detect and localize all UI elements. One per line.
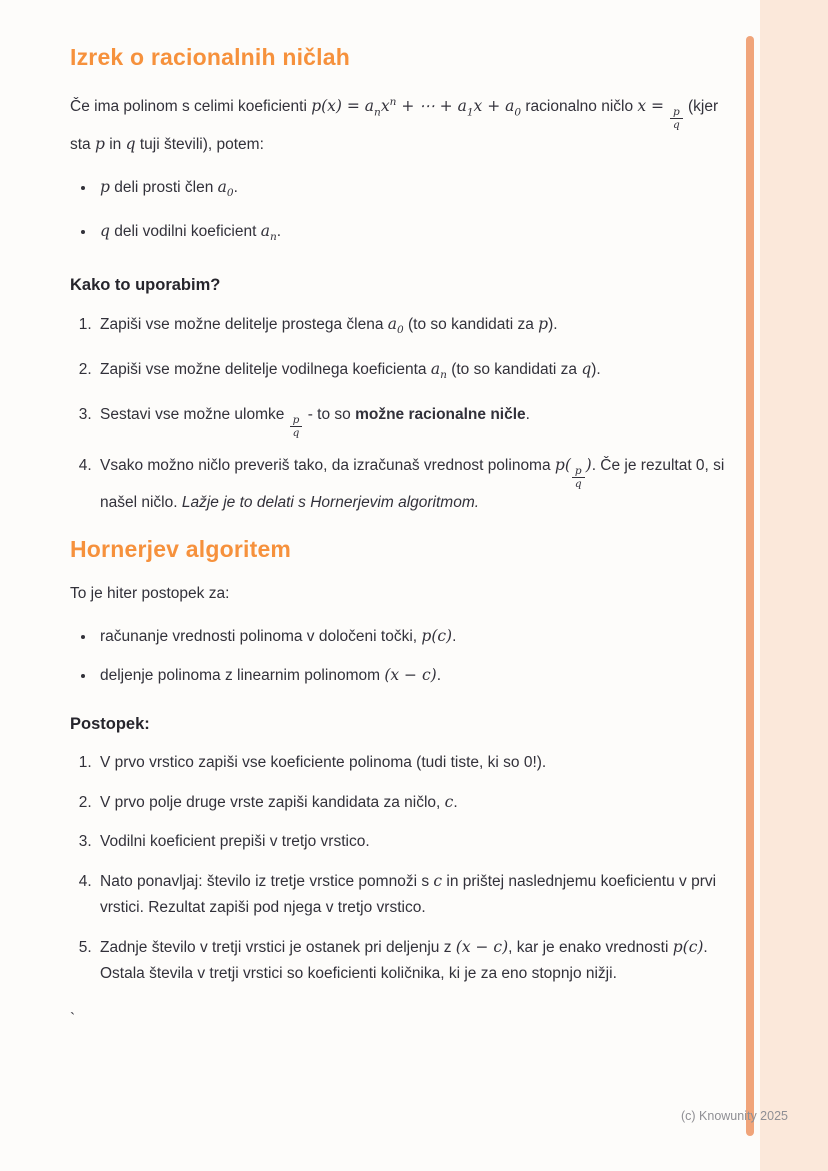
math-subscript: 0	[397, 324, 404, 337]
section-heading: Hornerjev algoritem	[70, 535, 292, 562]
text-run: . Če je rezultat 0, si našel ničlo.	[100, 456, 725, 511]
list-item	[96, 662, 732, 689]
math-fraction: $\frac{p}{q}$	[572, 466, 585, 490]
text-run: in	[104, 136, 126, 154]
text-run: V prvo polje druge vrste zapiši kandidata za ničlo,	[100, 793, 445, 811]
math-subscript: 0	[514, 106, 522, 119]
list-item	[96, 174, 732, 206]
text-run: .	[453, 793, 458, 811]
text-run: in prištej naslednjemu koeficientu v prvi vrstici. Rezultat zapiši pod njega v tretjo vrstico.	[100, 872, 717, 916]
list-item	[96, 311, 732, 343]
math-run: x =	[637, 97, 669, 116]
list-item	[96, 452, 732, 516]
math-run: c	[433, 871, 443, 890]
text-run: .	[452, 627, 457, 645]
text-run: (to so kandidati za	[403, 316, 539, 334]
math-run: a	[430, 360, 441, 379]
math-run: (x − c)	[384, 665, 437, 684]
math-subscript: n	[374, 106, 381, 119]
text-run: To je hiter postopek za:	[70, 584, 230, 602]
page-edge-column	[760, 0, 828, 1171]
text-run: racionalno ničlo	[521, 98, 638, 116]
text-run: .	[436, 666, 441, 684]
text-run: , kar je enako vrednosti	[508, 938, 673, 956]
paragraph	[70, 581, 732, 607]
sub-heading: Kako to uporabim?	[70, 276, 221, 295]
math-run: p(x) = a	[311, 97, 375, 116]
math-run: p(c)	[421, 626, 453, 645]
text-run: Če ima polinom s celimi koeficienti	[70, 98, 312, 116]
math-superscript: n	[389, 96, 397, 108]
list-item	[96, 402, 732, 439]
math-run: a	[217, 178, 227, 197]
math-run: q	[581, 360, 592, 379]
math-subscript: 0	[226, 187, 234, 200]
math-subscript: n	[440, 369, 447, 382]
page-edge-bar	[746, 36, 754, 1136]
text-run: .	[233, 179, 238, 197]
text-run: Vsako možno ničlo preveriš tako, da izračunaš vrednost polinoma	[100, 456, 555, 474]
text-run: - to so	[303, 405, 356, 423]
text-run: `	[70, 1010, 76, 1028]
math-subscript: 1	[466, 106, 474, 119]
text-run: .	[525, 405, 530, 423]
math-fraction: $\frac{p}{q}$	[290, 415, 303, 439]
list-item	[96, 934, 732, 987]
text-run: deli prosti člen	[109, 179, 218, 197]
list-item	[96, 623, 732, 650]
text-run: Nato ponavljaj: število iz tretje vrstice pomnoži s	[100, 872, 434, 890]
section-heading: Izrek o racionalnih ničlah	[70, 44, 350, 70]
math-run: q	[125, 135, 136, 154]
math-fraction: $\frac{p}{q}$	[670, 107, 683, 131]
math-run: c	[444, 792, 454, 811]
text-run: . Ostala števila v tretji vrstici so koeficienti količnika, ki je za eno stopnjo nižji.	[100, 938, 708, 982]
text-run: tuji števili), potem:	[135, 136, 264, 154]
list-item	[96, 789, 732, 816]
bold-run: možne racionalne ničle	[355, 405, 526, 423]
copyright-footer: (c) Knowunity 2025	[680, 1109, 788, 1123]
bullet-list	[70, 623, 732, 689]
text-run: Sestavi vse možne ulomke	[100, 405, 289, 423]
math-run: x + a	[473, 97, 515, 116]
math-run: x	[380, 97, 390, 116]
text-run: deljenje polinoma z linearnim polinomom	[100, 666, 385, 684]
math-run: + ⋯ + a	[396, 97, 467, 116]
math-run: )	[585, 455, 592, 474]
math-run: q	[100, 222, 110, 241]
math-subscript: n	[269, 231, 277, 244]
text-run: računanje vrednosti polinoma v določeni točki,	[100, 627, 422, 645]
text-run: ).	[591, 361, 601, 379]
numbered-list	[70, 750, 732, 987]
italic-run: Lažje je to delati s Hornerjevim algoritmom.	[181, 493, 480, 511]
math-run: a	[260, 222, 270, 241]
text-run: (kjer sta	[70, 98, 719, 154]
math-run: a	[387, 315, 398, 334]
text-run: ).	[548, 316, 558, 334]
paragraph	[70, 89, 732, 158]
stray-character	[70, 1007, 732, 1033]
text-run: .	[276, 223, 282, 241]
document-content	[70, 28, 732, 1049]
math-run: p(c)	[672, 937, 704, 956]
text-run: Vodilni koeficient prepiši v tretjo vrstico.	[100, 832, 370, 850]
text-run: deli vodilni koeficient	[109, 223, 261, 241]
math-run: p(	[554, 455, 571, 474]
list-item	[96, 218, 732, 250]
text-run: Zapiši vse možne delitelje prostega člena	[100, 316, 388, 334]
text-run: Zapiši vse možne delitelje vodilnega koeficienta	[100, 361, 431, 379]
math-run: p	[100, 178, 110, 197]
numbered-list	[70, 311, 732, 515]
text-run: Zadnje število v tretji vrstici je ostanek pri deljenju z	[100, 938, 456, 956]
math-run: p	[538, 315, 549, 334]
bullet-list	[70, 174, 732, 250]
list-item	[96, 829, 732, 855]
math-run: p	[94, 135, 105, 154]
math-run: (x − c)	[455, 937, 509, 956]
text-run: V prvo vrstico zapiši vse koeficiente polinoma (tudi tiste, ki so 0!).	[100, 753, 547, 771]
list-item	[96, 750, 732, 776]
sub-heading: Postopek:	[70, 714, 150, 733]
text-run: (to so kandidati za	[446, 361, 582, 379]
list-item	[96, 868, 732, 921]
list-item	[96, 356, 732, 388]
